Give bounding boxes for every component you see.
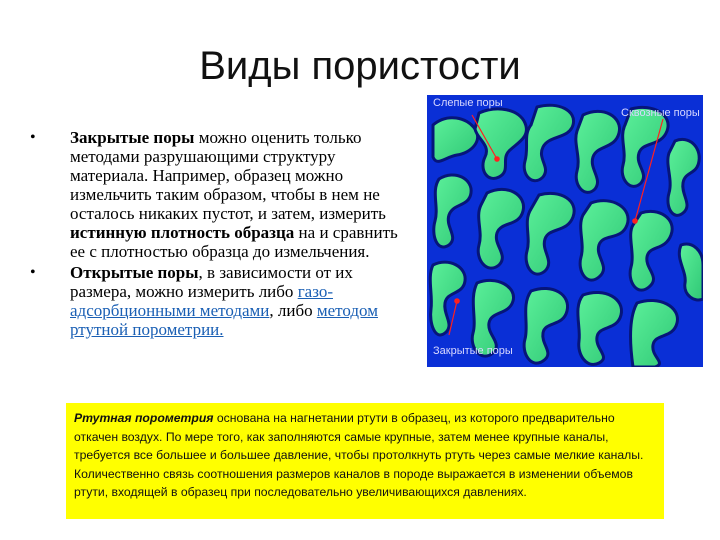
term-open-pores: Открытые поры: [70, 263, 199, 282]
bullet-text: , в зависимости от их размера, можно измерить либо: [70, 263, 353, 301]
note-text: основана на нагнетании ртути в образец, из которого предварительно откачен воздух. По мере того, как заполняются самые крупные, затем менее крупные каналы, требуется все большее и большее давление, чтобы протолкнуть ртуть через самые мелкие каналы. Количественно связь соотношения размеров каналов в породе выражается в изменении объемов ртути, входящей в образец при последовательно увеличивающихся давлениях.: [74, 411, 644, 499]
link-gas-adsorption[interactable]: газо-адсорбционными методами: [70, 282, 333, 320]
pore-structure-illustration: [427, 95, 703, 367]
bullet-dot-icon: •: [30, 264, 36, 281]
bullet-dot-icon: •: [30, 129, 36, 146]
bullet-text: на и сравнить ее с плотностью образца до измельчения.: [70, 223, 398, 261]
bullet-text: , либо: [269, 301, 317, 320]
label-blind-pores: Слепые поры: [433, 97, 503, 109]
slide-title: Виды пористости: [199, 44, 521, 88]
porosity-figure: [427, 95, 703, 367]
term-true-density: истинную плотность образца: [70, 223, 295, 242]
link-mercury-porosimetry[interactable]: методом ртутной порометрии.: [70, 301, 378, 339]
label-closed-pores: Закрытые поры: [433, 345, 513, 357]
label-through-pores: Сквозные поры: [621, 107, 700, 119]
bullet-closed-pores: [30, 128, 415, 261]
term-closed-pores: Закрытые поры: [70, 128, 195, 147]
bullet-list: [30, 128, 415, 341]
note-term: Ртутная порометрия: [74, 411, 214, 425]
bullet-text: можно оценить только методами разрушающими структуру материала. Например, образец можно измельчить таким образом, чтобы в нем не осталось никаких пустот, и затем, измерить: [70, 128, 386, 223]
mercury-porosimetry-note: [66, 403, 664, 519]
bullet-open-pores: [30, 263, 415, 339]
